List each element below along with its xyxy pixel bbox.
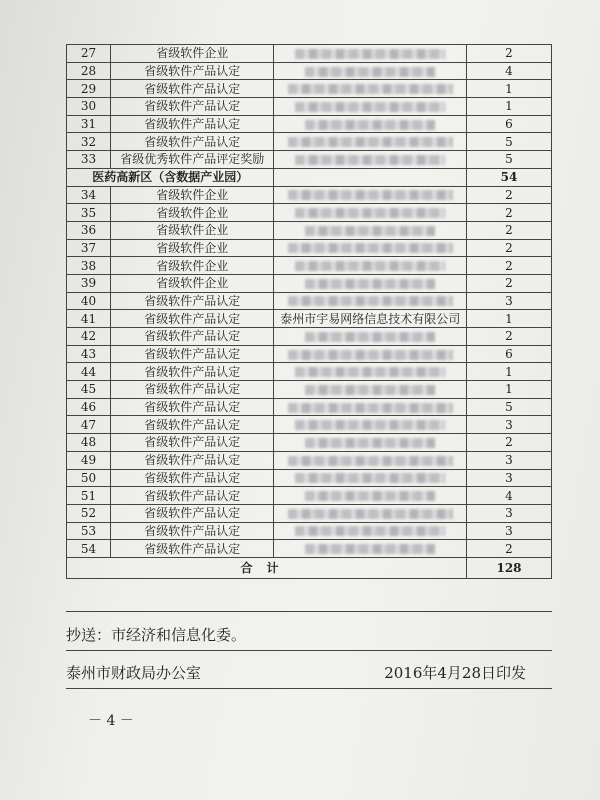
table-row: [67, 274, 552, 292]
category-cell: 省级软件企业: [111, 221, 274, 239]
category-cell: 省级软件企业: [111, 257, 274, 275]
category-cell: 省级软件产品认定: [111, 487, 274, 505]
funding-table: [66, 44, 552, 579]
row-number: 53: [67, 522, 111, 540]
redacted-company-name: [288, 350, 453, 360]
row-number: 36: [67, 221, 111, 239]
company-cell: [274, 204, 467, 222]
row-number: 45: [67, 381, 111, 399]
redacted-company-name: [295, 208, 445, 218]
redacted-company-name: [305, 332, 435, 342]
category-cell: 省级软件产品认定: [111, 540, 274, 558]
table-row: [67, 186, 552, 204]
table-body: [67, 45, 552, 579]
table-row: [67, 363, 552, 381]
row-number: 34: [67, 186, 111, 204]
count-cell: 2: [467, 434, 552, 452]
redacted-company-name: [305, 544, 435, 554]
company-cell: [274, 221, 467, 239]
redacted-company-name: [305, 491, 435, 501]
company-cell: [274, 451, 467, 469]
count-cell: 2: [467, 239, 552, 257]
count-cell: 3: [467, 416, 552, 434]
company-cell: [274, 522, 467, 540]
company-cell: [274, 274, 467, 292]
table-row: [67, 239, 552, 257]
count-cell: 6: [467, 115, 552, 133]
company-cell: [274, 257, 467, 275]
company-cell: [274, 168, 467, 186]
row-number: 51: [67, 487, 111, 505]
count-cell: 3: [467, 522, 552, 540]
category-cell: 省级软件企业: [111, 204, 274, 222]
redacted-company-name: [295, 261, 445, 271]
table-row: [67, 345, 552, 363]
company-cell: [274, 398, 467, 416]
table-row: [67, 398, 552, 416]
category-cell: 省级软件产品认定: [111, 504, 274, 522]
company-cell: [274, 487, 467, 505]
category-cell: 省级软件企业: [111, 274, 274, 292]
table-row: [67, 487, 552, 505]
company-cell: [274, 186, 467, 204]
table-row: [67, 133, 552, 151]
table-row: [67, 62, 552, 80]
redacted-company-name: [305, 67, 435, 77]
count-cell: 3: [467, 504, 552, 522]
divider-middle: [66, 650, 552, 651]
redacted-company-name: [288, 403, 453, 413]
category-cell: 省级软件企业: [111, 45, 274, 63]
table-row: [67, 469, 552, 487]
redacted-company-name: [295, 367, 445, 377]
table-row: [67, 80, 552, 98]
company-cell: [274, 416, 467, 434]
company-cell: 泰州市宇易网络信息技术有限公司: [274, 310, 467, 328]
company-cell: [274, 469, 467, 487]
row-number: 46: [67, 398, 111, 416]
table-row: [67, 416, 552, 434]
company-cell: [274, 98, 467, 116]
table-row: [67, 115, 552, 133]
row-number: 54: [67, 540, 111, 558]
count-cell: 1: [467, 363, 552, 381]
table-row: [67, 522, 552, 540]
count-cell: 54: [467, 168, 552, 186]
redacted-company-name: [305, 226, 435, 236]
count-cell: 3: [467, 292, 552, 310]
category-cell: 省级软件产品认定: [111, 328, 274, 346]
redacted-company-name: [295, 155, 445, 165]
company-cell: [274, 434, 467, 452]
count-cell: 1: [467, 381, 552, 399]
count-cell: 2: [467, 221, 552, 239]
row-number: 39: [67, 274, 111, 292]
table-row: [67, 292, 552, 310]
category-cell: 省级软件产品认定: [111, 363, 274, 381]
company-cell: [274, 363, 467, 381]
total-value: 128: [467, 557, 552, 578]
count-cell: 5: [467, 398, 552, 416]
count-cell: 3: [467, 469, 552, 487]
company-cell: [274, 292, 467, 310]
category-cell: 省级软件产品认定: [111, 469, 274, 487]
redacted-company-name: [288, 190, 453, 200]
table-row: [67, 504, 552, 522]
total-row: [67, 557, 552, 578]
redacted-company-name: [288, 296, 453, 306]
company-cell: [274, 80, 467, 98]
redacted-company-name: [305, 385, 435, 395]
count-cell: 1: [467, 310, 552, 328]
category-cell: 省级软件产品认定: [111, 115, 274, 133]
category-cell: 省级软件产品认定: [111, 80, 274, 98]
row-number: 37: [67, 239, 111, 257]
company-cell: [274, 115, 467, 133]
category-cell: 省级软件产品认定: [111, 522, 274, 540]
count-cell: 2: [467, 328, 552, 346]
company-cell: [274, 45, 467, 63]
count-cell: 2: [467, 45, 552, 63]
redacted-company-name: [305, 438, 435, 448]
row-number: 28: [67, 62, 111, 80]
category-cell: 省级软件产品认定: [111, 292, 274, 310]
category-cell: 省级软件产品认定: [111, 451, 274, 469]
table-row: [67, 328, 552, 346]
redacted-company-name: [288, 243, 453, 253]
divider-top: [66, 611, 552, 612]
redacted-company-name: [288, 137, 453, 147]
redacted-company-name: [288, 456, 453, 466]
row-number: 49: [67, 451, 111, 469]
redacted-company-name: [288, 84, 453, 94]
total-label: 合计: [67, 557, 467, 578]
row-number: 29: [67, 80, 111, 98]
table-row: [67, 151, 552, 169]
company-cell: [274, 540, 467, 558]
row-number: 47: [67, 416, 111, 434]
count-cell: 5: [467, 151, 552, 169]
table-row: [67, 381, 552, 399]
count-cell: 2: [467, 274, 552, 292]
category-cell: 省级软件产品认定: [111, 416, 274, 434]
redacted-company-name: [295, 420, 445, 430]
row-number: 33: [67, 151, 111, 169]
row-number: 52: [67, 504, 111, 522]
count-cell: 4: [467, 62, 552, 80]
category-cell: 省级软件产品认定: [111, 133, 274, 151]
section-label: 医药高新区（含数据产业园）: [67, 168, 274, 186]
company-cell: [274, 381, 467, 399]
table-row: [67, 204, 552, 222]
category-cell: 省级软件产品认定: [111, 62, 274, 80]
category-cell: 省级软件企业: [111, 239, 274, 257]
row-number: 42: [67, 328, 111, 346]
divider-bottom: [66, 688, 552, 689]
category-cell: 省级软件产品认定: [111, 345, 274, 363]
table-row: [67, 434, 552, 452]
company-cell: [274, 133, 467, 151]
category-cell: 省级软件产品认定: [111, 398, 274, 416]
count-cell: 1: [467, 80, 552, 98]
company-cell: [274, 239, 467, 257]
category-cell: 省级软件企业: [111, 186, 274, 204]
company-cell: [274, 151, 467, 169]
issuing-office: 泰州市财政局办公室: [66, 664, 202, 682]
redacted-company-name: [305, 120, 435, 130]
count-cell: 2: [467, 204, 552, 222]
count-cell: 5: [467, 133, 552, 151]
table-row: [67, 257, 552, 275]
redacted-company-name: [288, 509, 453, 519]
row-number: 30: [67, 98, 111, 116]
row-number: 48: [67, 434, 111, 452]
row-number: 38: [67, 257, 111, 275]
count-cell: 1: [467, 98, 552, 116]
redacted-company-name: [295, 473, 445, 483]
company-cell: [274, 328, 467, 346]
table-row: [67, 310, 552, 328]
row-number: 40: [67, 292, 111, 310]
company-cell: [274, 504, 467, 522]
redacted-company-name: [295, 49, 445, 59]
redacted-company-name: [305, 279, 435, 289]
row-number: 32: [67, 133, 111, 151]
table-row: [67, 98, 552, 116]
count-cell: 4: [467, 487, 552, 505]
company-cell: [274, 345, 467, 363]
page-number: － 4 －: [88, 713, 134, 729]
table-row: [67, 45, 552, 63]
count-cell: 6: [467, 345, 552, 363]
row-number: 31: [67, 115, 111, 133]
category-cell: 省级软件产品认定: [111, 381, 274, 399]
redacted-company-name: [295, 102, 445, 112]
row-number: 44: [67, 363, 111, 381]
category-cell: 省级软件产品认定: [111, 434, 274, 452]
redacted-company-name: [295, 526, 445, 536]
table-row: [67, 451, 552, 469]
company-cell: [274, 62, 467, 80]
category-cell: 省级优秀软件产品评定奖励: [111, 151, 274, 169]
row-number: 50: [67, 469, 111, 487]
cc-line: 抄送：市经济和信息化委。: [66, 626, 247, 644]
section-row: [67, 168, 552, 186]
count-cell: 2: [467, 186, 552, 204]
issue-date: 2016年4月28日印发: [384, 664, 526, 682]
row-number: 35: [67, 204, 111, 222]
count-cell: 2: [467, 257, 552, 275]
category-cell: 省级软件产品认定: [111, 98, 274, 116]
count-cell: 2: [467, 540, 552, 558]
count-cell: 3: [467, 451, 552, 469]
row-number: 43: [67, 345, 111, 363]
row-number: 41: [67, 310, 111, 328]
table-row: [67, 221, 552, 239]
table-row: [67, 540, 552, 558]
category-cell: 省级软件产品认定: [111, 310, 274, 328]
row-number: 27: [67, 45, 111, 63]
